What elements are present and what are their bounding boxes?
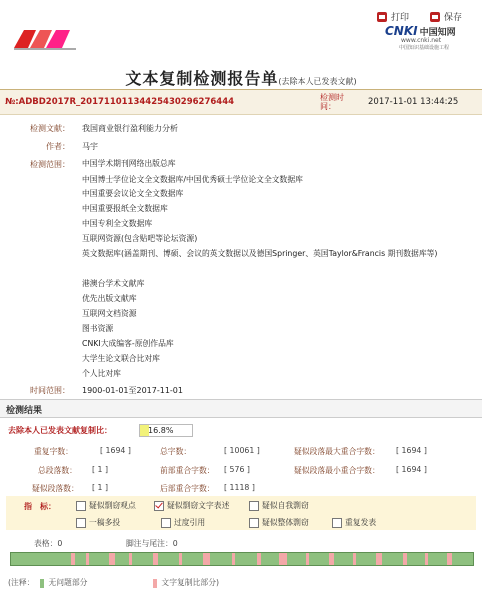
scope-item: 图书资源 bbox=[82, 324, 114, 333]
indicator-over-citation[interactable]: 过度引用 bbox=[161, 517, 205, 528]
stat-value: [ 1694 ] bbox=[396, 446, 427, 455]
copied-segment bbox=[153, 553, 158, 565]
scope-item: 中国重要会议论文全文数据库 bbox=[82, 189, 184, 198]
stat-value: [ 1694 ] bbox=[100, 446, 131, 455]
stat-label: 疑似段落数： bbox=[32, 484, 79, 493]
report-number: №:ADBD2017R_20171101134425430296276444 bbox=[5, 97, 235, 107]
scope-item: 个人比对库 bbox=[82, 369, 121, 378]
copied-segment bbox=[279, 553, 287, 565]
report-number-bar bbox=[0, 89, 482, 115]
stat-label: 总段落数： bbox=[38, 466, 77, 475]
checkbox-checked-icon bbox=[154, 501, 164, 511]
scope-item: 中国学术期刊网络出版总库 bbox=[82, 159, 176, 168]
copied-segment bbox=[86, 553, 89, 565]
copied-segment bbox=[109, 553, 115, 565]
copied-segment bbox=[425, 553, 428, 565]
footnotes-count: 脚注与尾注：0 bbox=[126, 539, 178, 548]
indicator-whole-plagiarism[interactable]: 疑似整体剽窃 bbox=[249, 517, 309, 528]
detect-time-value: 2017-11-01 13:44:25 bbox=[368, 97, 459, 107]
scope-label: 检测范围： bbox=[30, 160, 70, 169]
stat-value: [ 576 ] bbox=[224, 465, 250, 474]
indicator-panel bbox=[6, 496, 476, 530]
tables-count: 表格：0 bbox=[34, 539, 63, 548]
stat-label: 疑似段落最大重合字数： bbox=[294, 447, 380, 456]
ratio-value: 16.8% bbox=[148, 426, 174, 435]
stat-value: [ 1 ] bbox=[92, 465, 109, 474]
stat-label: 重复字数： bbox=[34, 447, 73, 456]
checkbox-icon bbox=[332, 518, 342, 528]
stat-value: [ 1694 ] bbox=[396, 465, 427, 474]
checkbox-icon bbox=[249, 501, 259, 511]
indicator-duplicate-submission[interactable]: 一稿多投 bbox=[76, 517, 120, 528]
author-label: 作者： bbox=[46, 142, 70, 151]
scope-item: 中国专利全文数据库 bbox=[82, 219, 153, 228]
legend-swatch-red bbox=[153, 579, 157, 588]
ratio-row bbox=[8, 425, 112, 436]
printer-icon bbox=[377, 12, 387, 22]
copied-segment bbox=[179, 553, 182, 565]
scope-item: CNKI大成编客-原创作品库 bbox=[82, 339, 174, 348]
period-value: 1900-01-01至2017-11-01 bbox=[82, 386, 183, 395]
print-button[interactable]: 打印 bbox=[377, 10, 409, 23]
scope-item: 中国重要报纸全文数据库 bbox=[82, 204, 168, 213]
copied-segment bbox=[447, 553, 452, 565]
copied-segment bbox=[306, 553, 309, 565]
copied-segment bbox=[329, 553, 334, 565]
doc-label: 检测文献： bbox=[30, 124, 70, 133]
results-section-header: 检测结果 bbox=[0, 399, 482, 418]
indicator-self-plagiarism[interactable]: 疑似自我剽窃 bbox=[249, 500, 309, 511]
doc-value: 我国商业银行盈利能力分析 bbox=[82, 124, 178, 133]
copied-segment bbox=[203, 553, 210, 565]
stat-label: 前部重合字数： bbox=[160, 466, 215, 475]
scope-item: 互联网资源(包含贴吧等论坛资源) bbox=[82, 234, 198, 243]
scope-item: 大学生论文联合比对库 bbox=[82, 354, 160, 363]
scope-item: 互联网文档资源 bbox=[82, 309, 137, 318]
copied-segment bbox=[376, 553, 382, 565]
save-icon bbox=[430, 12, 440, 22]
detect-time-label: 检测时间： bbox=[320, 93, 344, 111]
report-title: 文本复制检测报告单(去除本人已发表文献) bbox=[125, 69, 357, 88]
cnki-logo: CNKI 中国知网 www.cnki.net 中国知识基础设施工程 bbox=[385, 24, 456, 51]
author-value: 马宇 bbox=[82, 142, 98, 151]
indicator-label: 指 标： bbox=[24, 502, 56, 511]
copied-segment bbox=[71, 553, 75, 565]
copied-segment bbox=[257, 553, 261, 565]
scope-item: 中国博士学位论文全文数据库/中国优秀硕士学位论文全文数据库 bbox=[82, 175, 303, 184]
period-label: 时间范围： bbox=[30, 386, 70, 395]
copied-segment bbox=[403, 553, 407, 565]
checkbox-icon bbox=[76, 501, 86, 511]
legend: (注释： 无问题部分 文字复制比部分) bbox=[8, 578, 220, 587]
checkbox-icon bbox=[76, 518, 86, 528]
stat-value: [ 1 ] bbox=[92, 483, 109, 492]
stat-label: 后部重合字数： bbox=[160, 484, 215, 493]
amlc-logo bbox=[14, 28, 76, 50]
stat-value: [ 10061 ] bbox=[224, 446, 260, 455]
copied-segment bbox=[353, 553, 356, 565]
indicator-plagiarized-wording[interactable]: 疑似剽窃文字表述 bbox=[154, 500, 229, 511]
ratio-label: 去除本人已发表文献复制比： bbox=[8, 426, 112, 435]
scope-item: 港澳台学术文献库 bbox=[82, 279, 145, 288]
indicator-repeat-publication[interactable]: 重复发表 bbox=[332, 517, 376, 528]
stat-label: 总字数： bbox=[160, 447, 192, 456]
stat-value: [ 1118 ] bbox=[224, 483, 255, 492]
scope-item: 优先出版文献库 bbox=[82, 294, 137, 303]
checkbox-icon bbox=[249, 518, 259, 528]
indicator-plagiarized-ideas[interactable]: 疑似剽窃观点 bbox=[76, 500, 136, 511]
copied-segment bbox=[232, 553, 235, 565]
legend-swatch-green bbox=[40, 579, 44, 588]
stat-label: 疑似段落最小重合字数： bbox=[294, 466, 380, 475]
similarity-distribution-bar bbox=[10, 552, 474, 566]
checkbox-icon bbox=[161, 518, 171, 528]
ratio-bar bbox=[139, 424, 193, 437]
save-button[interactable]: 保存 bbox=[430, 10, 462, 23]
copied-segment bbox=[129, 553, 132, 565]
scope-item: 英文数据库(涵盖期刊、博硕、会议的英文数据以及德国Springer、英国Taylor&Francis 期刊数据库等) bbox=[82, 249, 438, 258]
